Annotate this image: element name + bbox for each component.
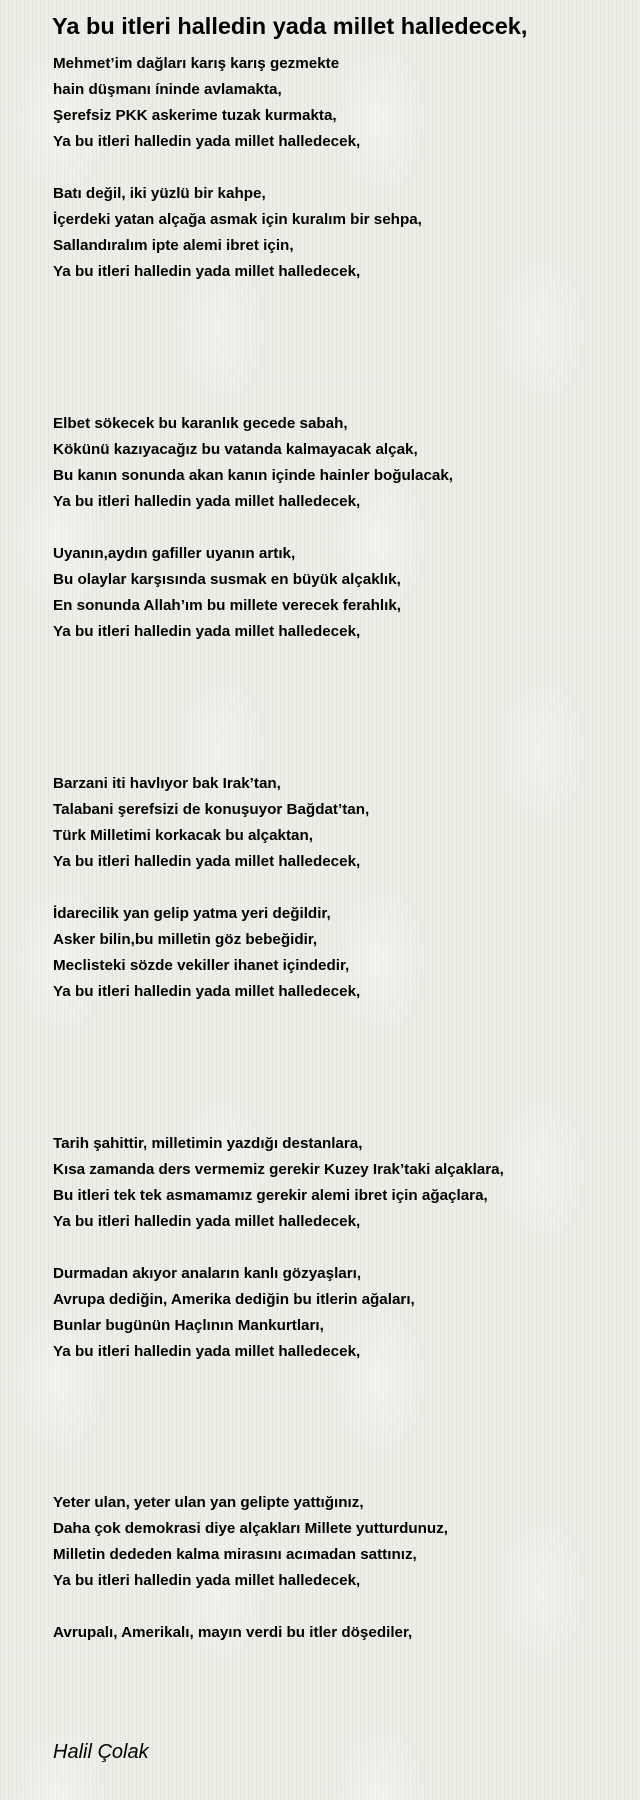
poem-line: Avrupalı, Amerikalı, mayın verdi bu itler döşediler, xyxy=(53,1624,413,1641)
poem-line: Bu olaylar karşısında susmak en büyük alçaklık, xyxy=(53,571,401,588)
poem-line: Kökünü kazıyacağız bu vatanda kalmayacak alçak, xyxy=(53,441,418,458)
poem-line: Tarih şahittir, milletimin yazdığı destanlara, xyxy=(53,1135,363,1152)
poem-line: Uyanın,aydın gafiller uyanın artık, xyxy=(53,545,296,562)
poem-line: Bu itleri tek tek asmamamız gerekir alemi ibret için ağaçlara, xyxy=(53,1187,488,1204)
poem-line: İdarecilik yan gelip yatma yeri değildir, xyxy=(53,905,331,922)
poem-line: Avrupa dediğin, Amerika dediğin bu itlerin ağaları, xyxy=(53,1291,415,1308)
stanza-6 xyxy=(53,901,360,1005)
poem-line: Türk Milletimi korkacak bu alçaktan, xyxy=(53,827,313,844)
poem-line: Ya bu itleri halledin yada millet halledecek, xyxy=(53,983,361,1000)
poem-line: Durmadan akıyor anaların kanlı gözyaşları, xyxy=(53,1265,362,1282)
poem-line: Ya bu itleri halledin yada millet halledecek, xyxy=(53,263,361,280)
poem-line: Bu kanın sonunda akan kanın içinde hainler boğulacak, xyxy=(53,467,454,484)
poem-line: Batı değil, iki yüzlü bir kahpe, xyxy=(53,185,266,202)
poem-line: Milletin dededen kalma mirasını acımadan sattınız, xyxy=(53,1546,417,1563)
stanza-10 xyxy=(53,1620,412,1646)
poem-line: Yeter ulan, yeter ulan yan gelipte yattığınız, xyxy=(53,1494,364,1511)
stanza-7 xyxy=(53,1131,504,1235)
stanza-3 xyxy=(53,411,453,515)
poem-line: Bunlar bugünün Haçlının Mankurtları, xyxy=(53,1317,324,1334)
stanza-1 xyxy=(53,51,360,155)
poem-line: İçerdeki yatan alçağa asmak için kuralım bir sehpa, xyxy=(53,211,422,228)
author-name: Halil Çolak xyxy=(53,1741,149,1763)
poem-line: Barzani iti havlıyor bak Irak’tan, xyxy=(53,775,281,792)
poem-line: Ya bu itleri halledin yada millet halledecek, xyxy=(53,1343,361,1360)
stanza-9 xyxy=(53,1490,448,1594)
poem-line: Daha çok demokrasi diye alçakları Millete yutturdunuz, xyxy=(53,1520,449,1537)
poem-line: Ya bu itleri halledin yada millet halledecek, xyxy=(53,1213,361,1230)
stanza-2 xyxy=(53,181,422,285)
stanza-4 xyxy=(53,541,401,645)
poem-line: Ya bu itleri halledin yada millet halledecek, xyxy=(53,623,361,640)
poem-line: Ya bu itleri halledin yada millet halledecek, xyxy=(53,133,361,150)
poem-line: Talabani şerefsizi de konuşuyor Bağdat’tan, xyxy=(53,801,370,818)
poem-line: hain düşmanı íninde avlamakta, xyxy=(53,81,282,98)
stanza-8 xyxy=(53,1261,415,1365)
poem-line: Sallandıralım ipte alemi ibret için, xyxy=(53,237,294,254)
poem-line: Kısa zamanda ders vermemiz gerekir Kuzey Irak’taki alçaklara, xyxy=(53,1161,504,1178)
poem-line: Mehmet’im dağları karış karış gezmekte xyxy=(53,55,340,72)
poem-line: Elbet sökecek bu karanlık gecede sabah, xyxy=(53,415,348,432)
poem-line: En sonunda Allah’ım bu millete verecek ferahlık, xyxy=(53,597,402,614)
poem-line: Ya bu itleri halledin yada millet halledecek, xyxy=(53,493,361,510)
poem-line: Asker bilin,bu milletin göz bebeğidir, xyxy=(53,931,318,948)
poem-line: Ya bu itleri halledin yada millet halledecek, xyxy=(53,853,361,870)
stanza-5 xyxy=(53,771,369,875)
poem-line: Meclisteki sözde vekiller ihanet içindedir, xyxy=(53,957,350,974)
poem-line: Ya bu itleri halledin yada millet halledecek, xyxy=(53,1572,361,1589)
poem-title: Ya bu itleri halledin yada millet halledecek, xyxy=(52,13,528,39)
poem-line: Şerefsiz PKK askerime tuzak kurmakta, xyxy=(53,107,337,124)
